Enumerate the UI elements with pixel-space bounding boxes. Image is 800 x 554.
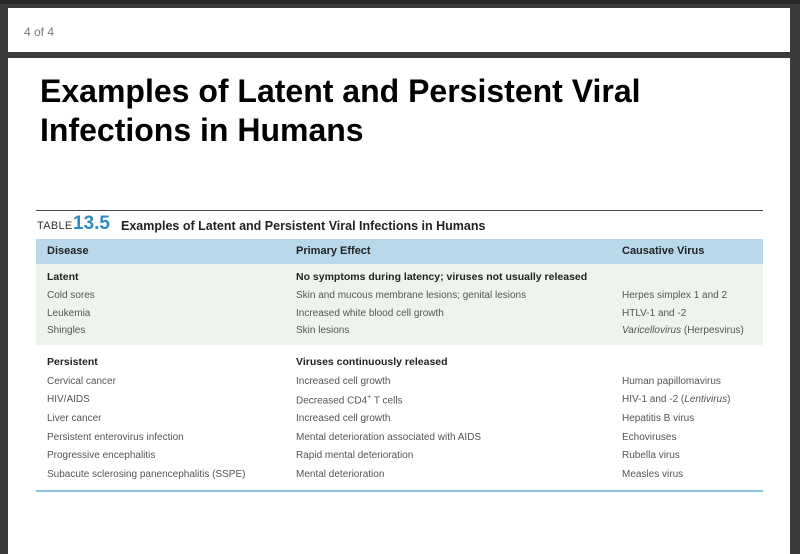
table-row bbox=[36, 448, 763, 467]
virus-genus-italic: Varicellovirus bbox=[622, 325, 682, 336]
latent-group bbox=[36, 264, 763, 345]
cell-disease: Subacute sclerosing panencephalitis (SSPE) bbox=[47, 468, 246, 480]
table-label: TABLE bbox=[37, 220, 73, 232]
cell-disease: Persistent enterovirus infection bbox=[47, 431, 184, 443]
table-row bbox=[36, 392, 763, 411]
cell-disease: Cold sores bbox=[47, 290, 95, 301]
cell-disease: Leukemia bbox=[47, 307, 91, 319]
table-row bbox=[36, 323, 763, 341]
group-name: Latent bbox=[47, 271, 79, 283]
persistent-group bbox=[36, 349, 763, 490]
slide-page bbox=[8, 58, 790, 554]
cell-effect: Rapid mental deterioration bbox=[296, 450, 414, 462]
table-row bbox=[36, 374, 763, 393]
table-title: Examples of Latent and Persistent Viral Infections in Humans bbox=[121, 219, 486, 233]
group-effect: No symptoms during latency; viruses not usually released bbox=[296, 271, 588, 283]
cell-disease: Liver cancer bbox=[47, 412, 102, 424]
virus-family: (Herpesvirus) bbox=[681, 325, 744, 336]
cell-effect: Increased white blood cell growth bbox=[296, 307, 444, 319]
header-primary-effect: Primary Effect bbox=[296, 245, 371, 257]
cell-effect: Increased cell growth bbox=[296, 412, 391, 424]
virus-genus-italic: Lentivirus bbox=[684, 394, 728, 406]
effect-text-suffix: T cells bbox=[371, 395, 403, 407]
cell-virus: Rubella virus bbox=[622, 450, 680, 462]
virus-text-suffix: ) bbox=[727, 394, 731, 406]
cell-effect: Mental deterioration bbox=[296, 468, 385, 480]
table-header-row bbox=[36, 239, 763, 264]
table-row bbox=[36, 288, 763, 306]
cell-effect: Mental deterioration associated with AIDS bbox=[296, 431, 482, 443]
slide-title: Examples of Latent and Persistent Viral Infections in Humans bbox=[40, 73, 641, 148]
table-row bbox=[36, 306, 763, 324]
cell-disease: Progressive encephalitis bbox=[47, 450, 156, 462]
table-row bbox=[36, 467, 763, 486]
virus-text: HIV-1 and -2 ( bbox=[622, 394, 685, 406]
page-indicator: 4 of 4 bbox=[24, 25, 55, 39]
cell-disease: Shingles bbox=[47, 325, 86, 336]
header-disease: Disease bbox=[47, 245, 89, 257]
page-indicator-bar bbox=[8, 8, 790, 52]
group-effect: Viruses continuously released bbox=[296, 355, 448, 368]
table-row bbox=[36, 411, 763, 430]
group-header-row bbox=[36, 354, 763, 374]
superscript-plus: + bbox=[367, 394, 372, 402]
data-table bbox=[36, 210, 763, 492]
cell-virus: HTLV-1 and -2 bbox=[622, 307, 687, 319]
table-number: 13.5 bbox=[73, 213, 110, 234]
table-caption bbox=[36, 211, 763, 239]
cell-effect: Skin lesions bbox=[296, 325, 350, 336]
cell-effect: Increased cell growth bbox=[296, 375, 391, 387]
cell-virus bbox=[622, 325, 744, 336]
cell-disease: HIV/AIDS bbox=[47, 394, 90, 406]
top-bar bbox=[0, 0, 800, 4]
cell-virus: Measles virus bbox=[622, 468, 684, 480]
cell-virus bbox=[622, 394, 730, 405]
group-header-row bbox=[36, 269, 763, 288]
table-row bbox=[36, 430, 763, 449]
cell-disease: Cervical cancer bbox=[47, 375, 116, 387]
table-bottom-rule bbox=[36, 490, 763, 492]
effect-text: Decreased CD4 bbox=[296, 395, 368, 407]
cell-virus: Hepatitis B virus bbox=[622, 412, 695, 424]
cell-virus: Herpes simplex 1 and 2 bbox=[622, 290, 728, 301]
group-name: Persistent bbox=[47, 355, 98, 368]
cell-virus: Echoviruses bbox=[622, 431, 677, 443]
cell-effect bbox=[296, 394, 403, 406]
header-causative-virus: Causative Virus bbox=[622, 245, 705, 257]
cell-effect: Skin and mucous membrane lesions; genital lesions bbox=[296, 290, 527, 301]
cell-virus: Human papillomavirus bbox=[622, 375, 721, 387]
